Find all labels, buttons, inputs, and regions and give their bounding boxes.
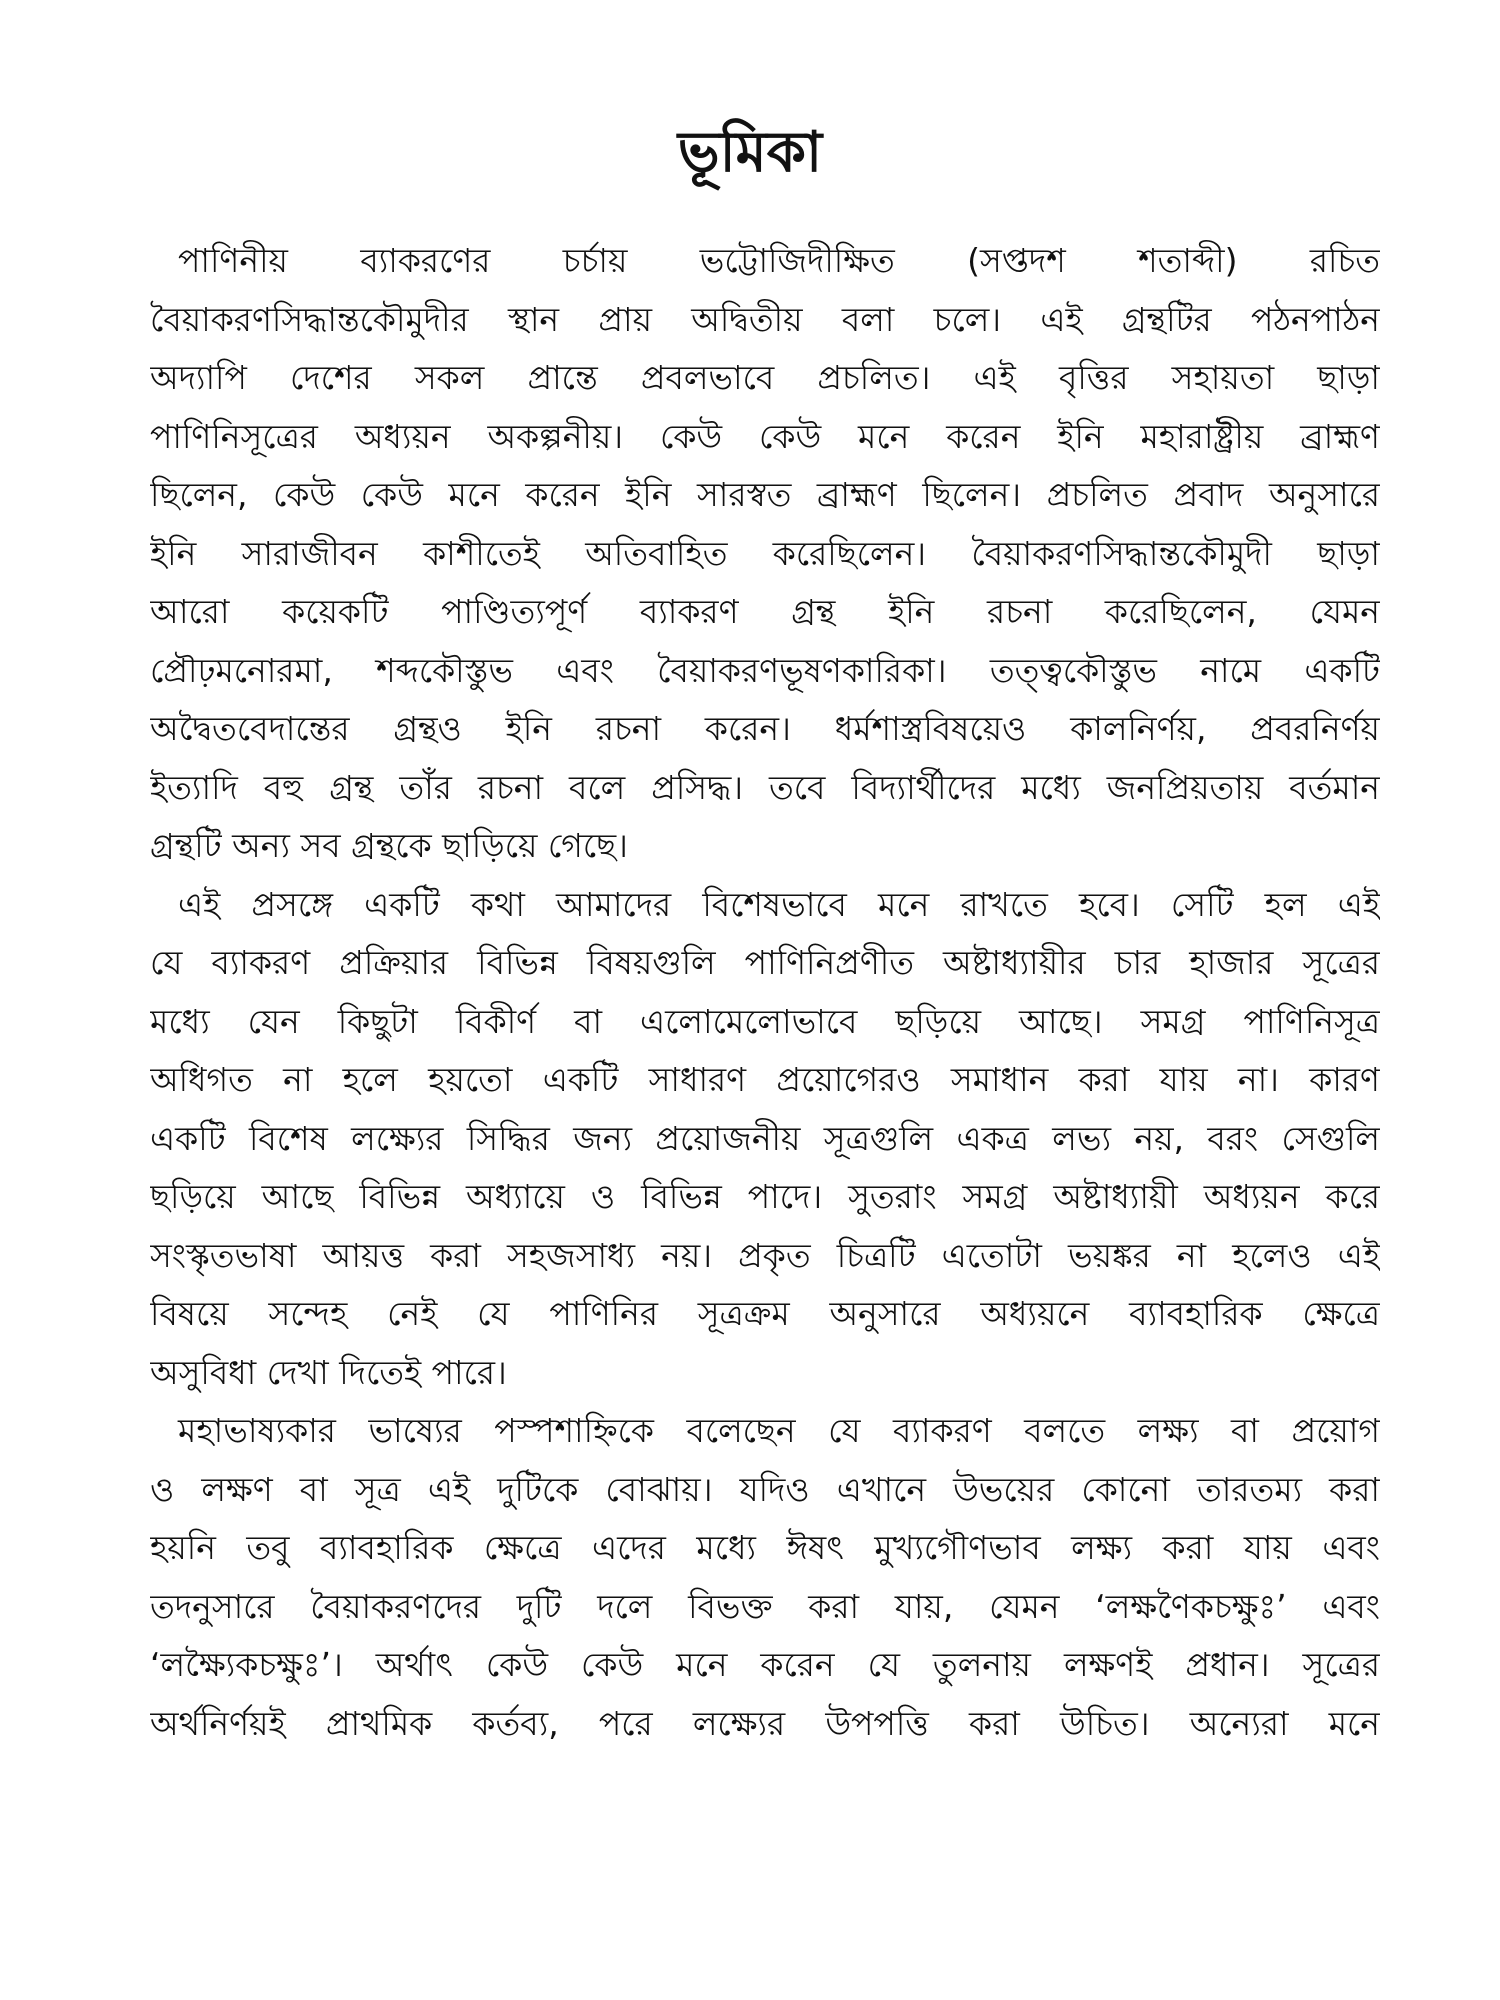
text-line: পাণিনিসূত্রের অধ্যয়ন অকল্পনীয়। কেউ কেউ মনে করেন ইনি মহারাষ্ট্রীয় ব্রাহ্মণ: [150, 416, 1380, 456]
text-line: অদ্যাপি দেশের সকল প্রান্তে প্রবলভাবে প্রচলিত। এই বৃত্তির সহায়তা ছাড়া: [150, 358, 1380, 397]
page-title: ভূমিকা: [677, 120, 823, 185]
paragraph-3: [150, 1402, 1380, 1753]
text-line: ছড়িয়ে আছে বিভিন্ন অধ্যায়ে ও বিভিন্ন পাদে। সুতরাং সমগ্র অষ্টাধ্যায়ী অধ্যয়ন করে: [150, 1177, 1380, 1216]
text-line: ছিলেন, কেউ কেউ মনে করেন ইনি সারস্বত ব্রাহ্মণ ছিলেন। প্রচলিত প্রবাদ অনুসারে: [150, 475, 1380, 514]
text-line: বিষয়ে সন্দেহ নেই যে পাণিনির সূত্রক্রম অনুসারে অধ্যয়নে ব্যাবহারিক ক্ষেত্রে: [150, 1294, 1380, 1333]
text-line: এই প্রসঙ্গে একটি কথা আমাদের বিশেষভাবে মনে রাখতে হবে। সেটি হল এই: [178, 884, 1380, 924]
text-line: ও লক্ষণ বা সূত্র এই দুটিকে বোঝায়। যদিও এখানে উভয়ের কোনো তারতম্য করা: [150, 1469, 1380, 1509]
text-line: ‘লক্ষ্যৈকচক্ষুঃ’। অর্থাৎ কেউ কেউ মনে করেন যে তুলনায় লক্ষণই প্রধান। সূত্রের: [150, 1645, 1380, 1684]
text-line: মধ্যে যেন কিছুটা বিকীর্ণ বা এলোমেলোভাবে ছড়িয়ে আছে। সমগ্র পাণিনিসূত্র: [150, 1001, 1380, 1041]
body-text: [150, 232, 1380, 1753]
text-line: বৈয়াকরণসিদ্ধান্তকৌমুদীর স্থান প্রায় অদ্বিতীয় বলা চলে। এই গ্রন্থটির পঠনপাঠন: [150, 299, 1380, 339]
text-line: তদনুসারে বৈয়াকরণদের দুটি দলে বিভক্ত করা যায়, যেমন ‘লক্ষণৈকচক্ষুঃ’ এবং: [150, 1586, 1380, 1626]
text-line: সংস্কৃতভাষা আয়ত্ত করা সহজসাধ্য নয়। প্রকৃত চিত্রটি এতোটা ভয়ঙ্কর না হলেও এই: [150, 1235, 1380, 1275]
text-line: হয়নি তবু ব্যাবহারিক ক্ষেত্রে এদের মধ্যে ঈষৎ মুখ্যগৌণভাব লক্ষ্য করা যায় এবং: [150, 1528, 1380, 1567]
text-line: গ্রন্থটি অন্য সব গ্রন্থকে ছাড়িয়ে গেছে।: [150, 826, 628, 865]
text-line: অসুবিধা দেখা দিতেই পারে।: [150, 1352, 507, 1392]
text-line: যে ব্যাকরণ প্রক্রিয়ার বিভিন্ন বিষয়গুলি পাণিনিপ্রণীত অষ্টাধ্যায়ীর চার হাজার সূত্রের: [150, 943, 1380, 982]
paragraph-2: [150, 876, 1380, 1403]
text-line: অধিগত না হলে হয়তো একটি সাধারণ প্রয়োগেরও সমাধান করা যায় না। কারণ: [150, 1060, 1380, 1099]
text-line: মহাভাষ্যকার ভাষ্যের পস্পশাহ্নিকে বলেছেন যে ব্যাকরণ বলতে লক্ষ্য বা প্রয়োগ: [178, 1411, 1380, 1450]
text-line: অর্থনির্ণয়ই প্রাথমিক কর্তব্য, পরে লক্ষ্যের উপপত্তি করা উচিত। অন্যেরা মনে: [150, 1703, 1380, 1743]
text-line: অদ্বৈতবেদান্তের গ্রন্থও ইনি রচনা করেন। ধর্মশাস্ত্রবিষয়েও কালনির্ণয়, প্রবরনির্ণয়: [150, 709, 1380, 748]
text-line: প্রৌঢ়মনোরমা, শব্দকৌস্তুভ এবং বৈয়াকরণভূষণকারিকা। তত্ত্বকৌস্তুভ নামে একটি: [150, 650, 1380, 690]
paragraph-1: [150, 232, 1380, 876]
text-line: আরো কয়েকটি পাণ্ডিত্যপূর্ণ ব্যাকরণ গ্রন্থ ইনি রচনা করেছিলেন, যেমন: [150, 592, 1380, 631]
text-line: ইত্যাদি বহু গ্রন্থ তাঁর রচনা বলে প্রসিদ্ধ। তবে বিদ্যার্থীদের মধ্যে জনপ্রিয়তায় বর্তমান: [150, 767, 1380, 807]
text-line: একটি বিশেষ লক্ষ্যের সিদ্ধির জন্য প্রয়োজনীয় সূত্রগুলি একত্র লভ্য নয়, বরং সেগুলি: [150, 1118, 1380, 1158]
text-line: পাণিনীয় ব্যাকরণের চর্চায় ভট্টোজিদীক্ষিত (সপ্তদশ শতাব্দী) রচিত: [178, 241, 1380, 280]
text-line: ইনি সারাজীবন কাশীতেই অতিবাহিত করেছিলেন। বৈয়াকরণসিদ্ধান্তকৌমুদী ছাড়া: [150, 533, 1380, 573]
